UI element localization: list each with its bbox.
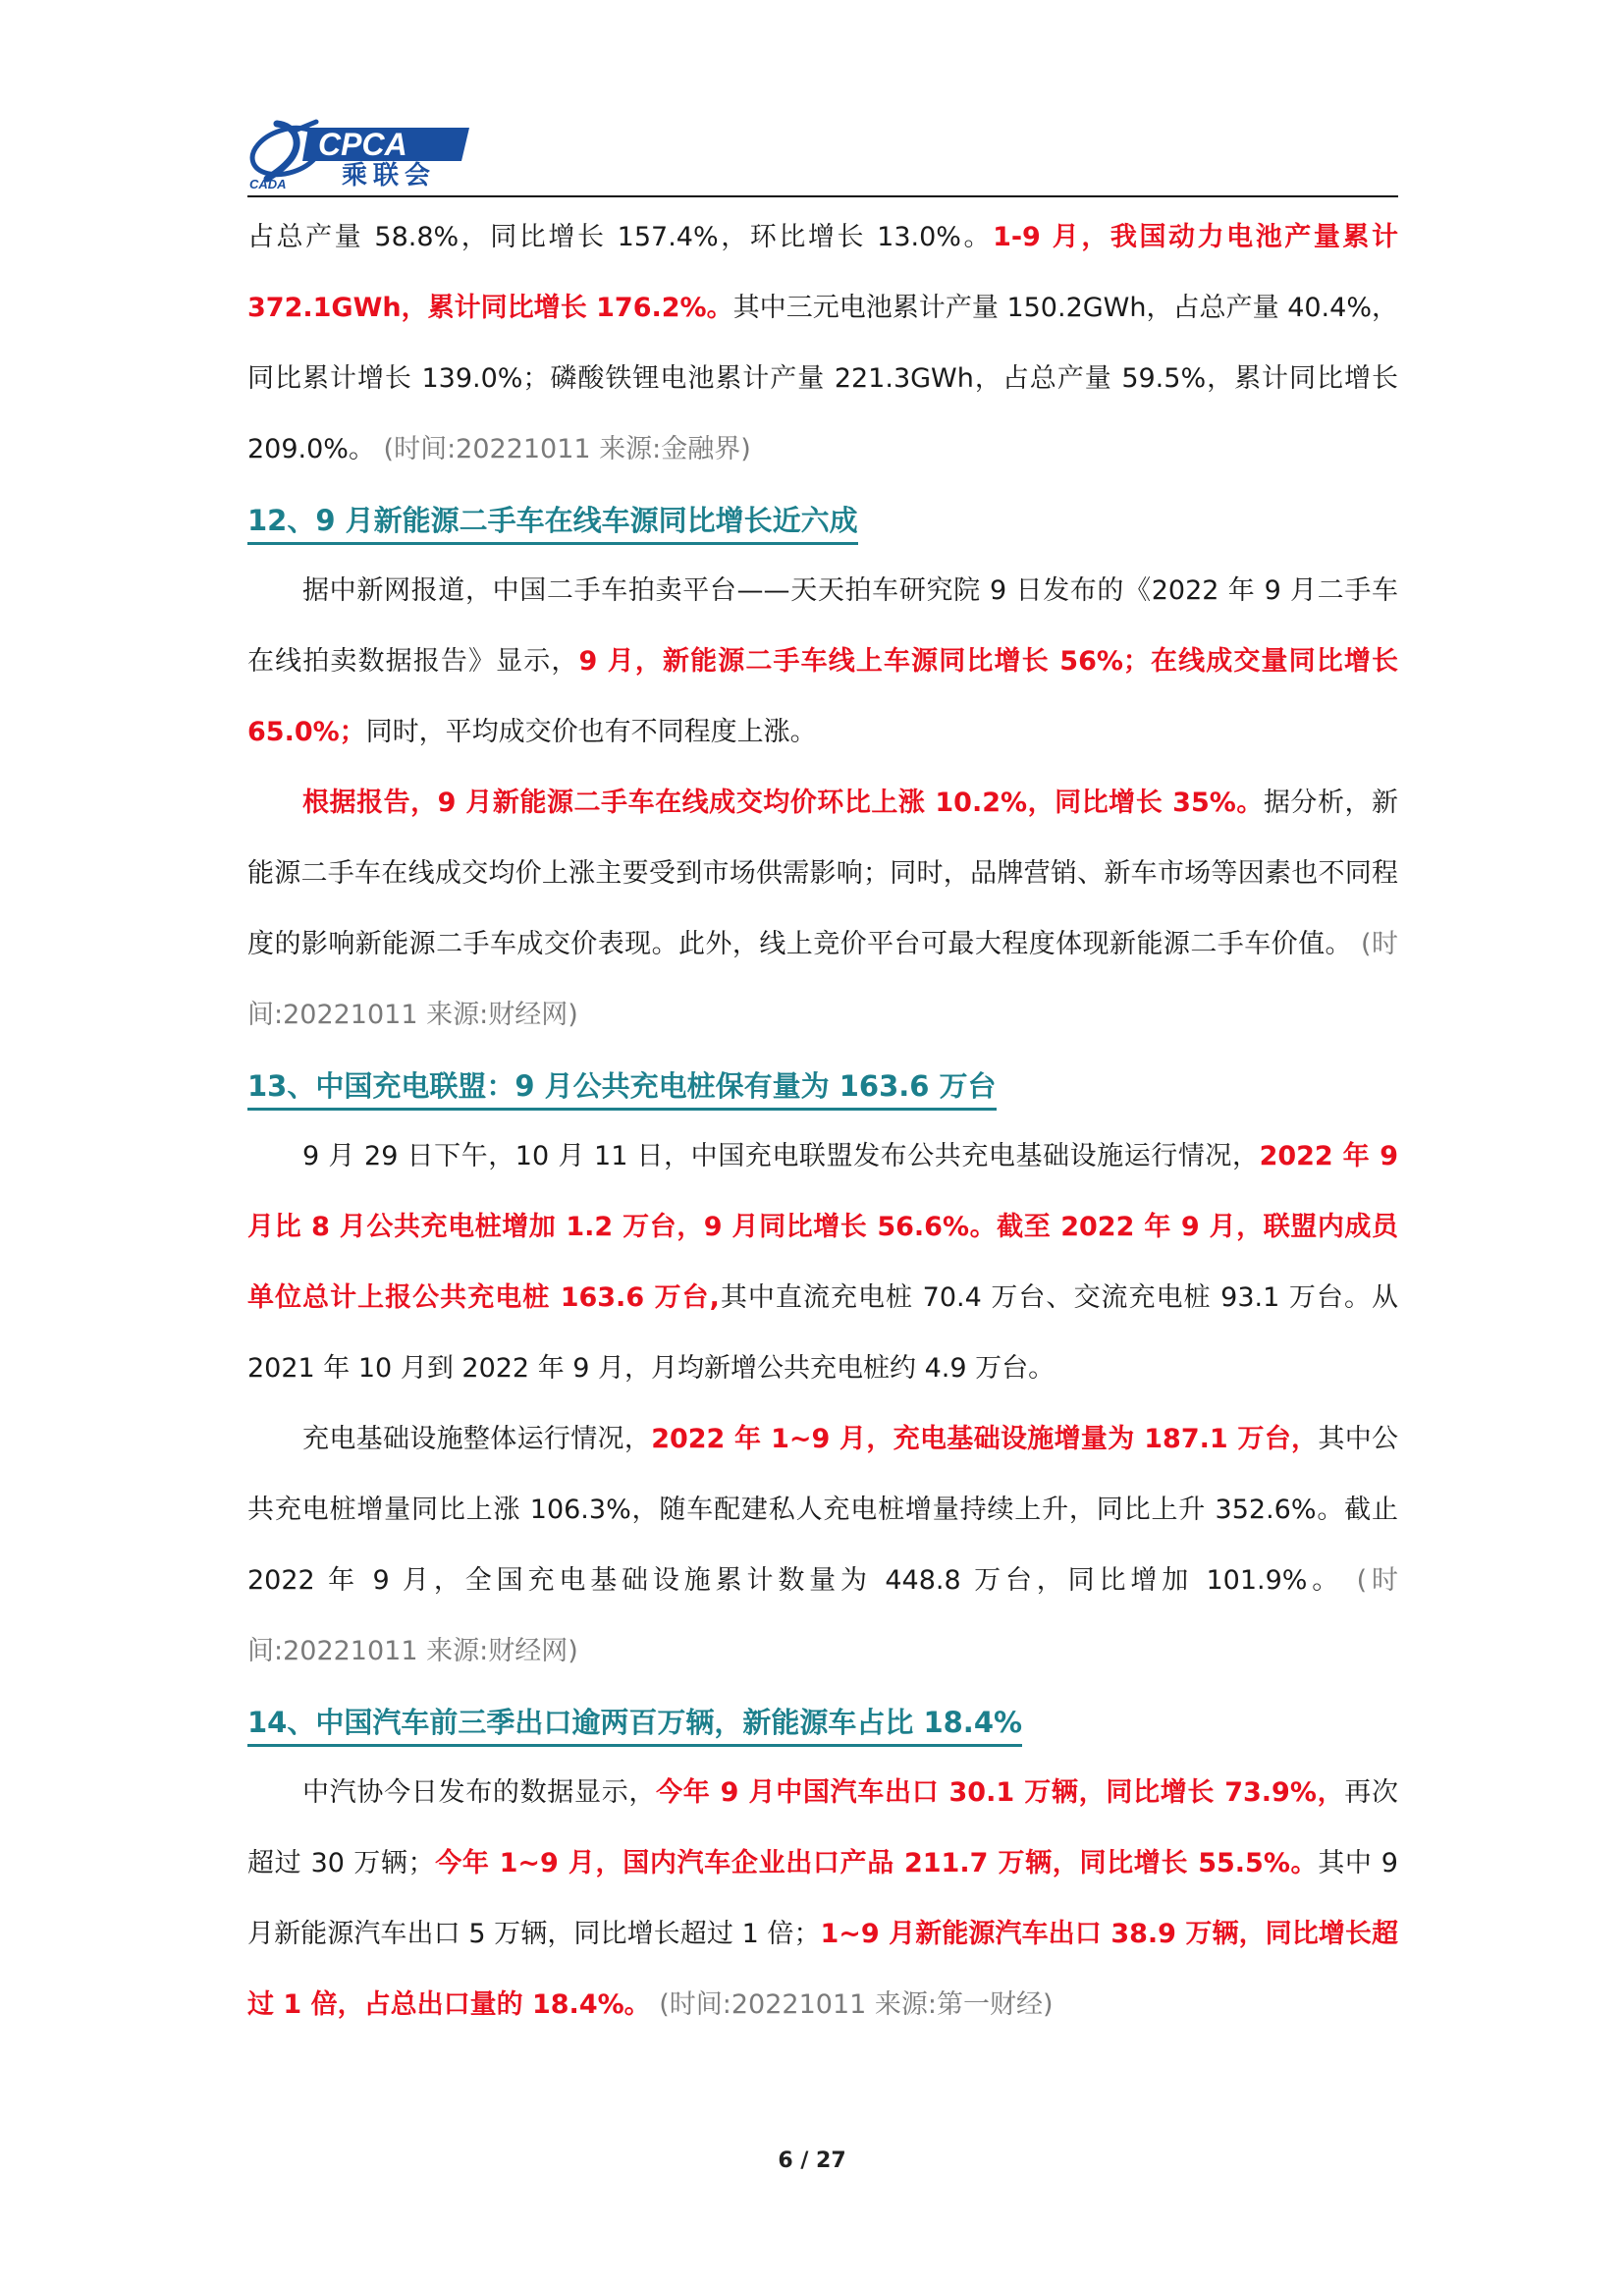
- text: 同时，平均成交价也有不同程度上涨。: [365, 717, 817, 747]
- section-13-paragraph-2: [247, 1404, 1398, 1687]
- text: 9 月 29 日下午，10 月 11 日，中国充电联盟发布公共充电基础设施运行情况，: [302, 1141, 1260, 1171]
- text: 其中公共充电桩增量同比上涨 106.3%，随车配建私人充电桩增量持续上升，同比上升 352.6%。截止 2022 年 9 月，全国充电基础设施累计数量为 448.8 万台，同比增加 101.9%。: [247, 1424, 1399, 1596]
- text: 再次超过 30 万辆；: [247, 1777, 1398, 1878]
- text: 充电基础设施整体运行情况，: [302, 1424, 652, 1454]
- article-body: [247, 202, 1398, 2040]
- source-note: (时间:20221011 来源:第一财经): [650, 1989, 1054, 2020]
- highlight-text: 今年 9 月中国汽车出口 30.1 万辆，同比增长 73.9%，: [656, 1777, 1345, 1808]
- section-13-paragraph-1: [247, 1121, 1398, 1404]
- section-title: 14、中国汽车前三季出口逾两百万辆，新能源车占比 18.4%: [247, 1701, 1022, 1747]
- header-divider: [247, 195, 1398, 197]
- highlight-text: 2022 年 9 月比 8 月公共充电桩增加 1.2 万台，9 月同比增长 56.6%。截至 2022 年 9 月，联盟内成员单位总计上报公共充电桩 163.6 万台,: [247, 1141, 1398, 1313]
- highlight-text: 今年 1~9 月，国内汽车企业出口产品 211.7 万辆，同比增长 55.5%。: [434, 1848, 1319, 1878]
- section-14-paragraph-1: [247, 1758, 1398, 2040]
- text: 据分析，新能源二手车在线成交均价上涨主要受到市场供需影响；同时，品牌营销、新车市场等因素也不同程度的影响新能源二手车成交价表现。此外，线上竞价平台可最大程度体现新能源二手车价值。: [247, 788, 1399, 959]
- text: 中汽协今日发布的数据显示，: [302, 1777, 657, 1808]
- source-note: (时间:20221011 来源:金融界): [374, 434, 751, 464]
- section-13-heading: [247, 1051, 1398, 1121]
- section-12-paragraph-2: [247, 768, 1398, 1051]
- highlight-text: 2022 年 1~9 月，充电基础设施增量为 187.1 万台，: [651, 1424, 1319, 1454]
- text: 占总产量 58.8%，同比增长 157.4%，环比增长 13.0%。: [247, 222, 994, 252]
- logo-sub: CADA: [249, 177, 287, 191]
- logo-chinese-name: 乘联会: [342, 161, 437, 190]
- text: 其中三元电池累计产量 150.2GWh，占总产量 40.4%，同比累计增长 139.0%；磷酸铁锂电池累计产量 221.3GWh，占总产量 59.5%，累计同比增长 209.0%。: [247, 293, 1398, 464]
- highlight-text: 根据报告，9 月新能源二手车在线成交均价环比上涨 10.2%，同比增长 35%。: [302, 788, 1264, 818]
- source-note: (时间:20221011 来源:财经网): [247, 929, 1398, 1030]
- page-number: 6 / 27: [778, 2149, 846, 2173]
- highlight-text: 1~9 月新能源汽车出口 38.9 万辆，同比增长超过 1 倍，占总出口量的 18.4%。: [247, 1919, 1398, 2020]
- text: 其中 9 月新能源汽车出口 5 万辆，同比增长超过 1 倍；: [247, 1848, 1398, 1949]
- section-12-paragraph-1: [247, 556, 1398, 768]
- text: 其中直流充电桩 70.4 万台、交流充电桩 93.1 万台。从 2021 年 10 月到 2022 年 9 月，月均新增公共充电桩约 4.9 万台。: [247, 1282, 1398, 1384]
- page-header: [247, 110, 1398, 196]
- highlight-text: 1-9 月，我国动力电池产量累计 372.1GWh，累计同比增长 176.2%。: [247, 222, 1398, 323]
- source-note: (时间:20221011 来源:财经网): [247, 1565, 1398, 1666]
- section-title: 12、9 月新能源二手车在线车源同比增长近六成: [247, 499, 858, 545]
- section-title: 13、中国充电联盟：9 月公共充电桩保有量为 163.6 万台: [247, 1064, 997, 1111]
- highlight-text: 9 月，新能源二手车线上车源同比增长 56%；在线成交量同比增长 65.0%；: [247, 646, 1399, 747]
- logo-wordmark: CPCA: [318, 127, 407, 162]
- paragraph-battery: [247, 202, 1398, 485]
- section-14-heading: [247, 1687, 1398, 1758]
- section-12-heading: [247, 485, 1398, 556]
- text: 据中新网报道，中国二手车拍卖平台——天天拍车研究院 9 日发布的《2022 年 9 月二手车在线拍卖数据报告》显示，: [247, 575, 1398, 677]
